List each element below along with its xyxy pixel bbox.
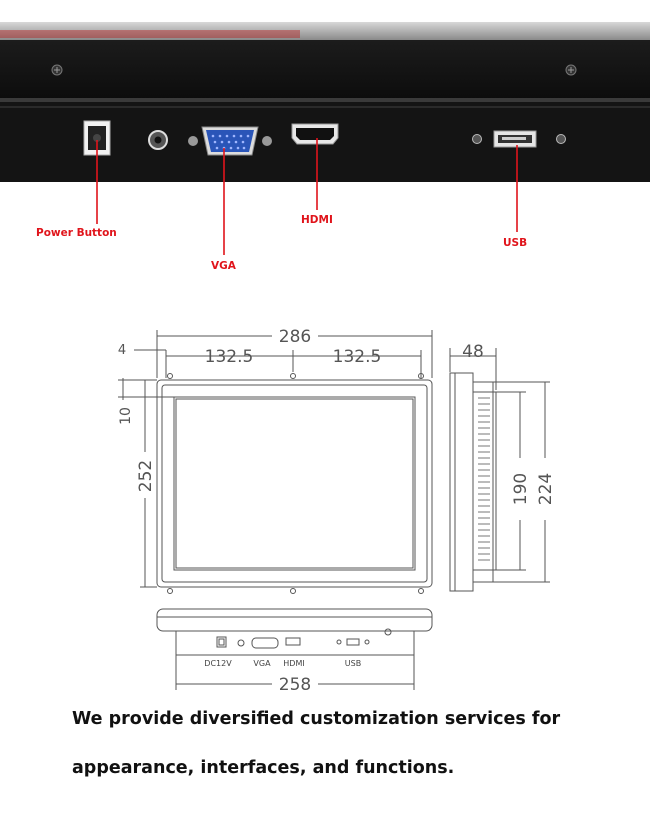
port-label-usb: USB bbox=[344, 659, 362, 668]
screw-icon bbox=[557, 135, 566, 144]
vga-label: VGA bbox=[211, 260, 236, 272]
technical-drawing bbox=[118, 330, 550, 690]
dim-top-margin: 10 bbox=[118, 407, 134, 425]
port-label-vga: VGA bbox=[253, 659, 271, 668]
dim-depth: 48 bbox=[462, 342, 484, 362]
dim-bottom-width: 258 bbox=[278, 675, 312, 695]
dim-inner-height: 190 bbox=[511, 472, 531, 506]
power-button-label: Power Button bbox=[36, 227, 117, 239]
dim-side-height: 224 bbox=[536, 472, 556, 506]
screw-icon bbox=[52, 65, 62, 75]
screw-icon bbox=[566, 65, 576, 75]
hdmi-label: HDMI bbox=[301, 214, 333, 226]
hdmi-port bbox=[292, 124, 338, 144]
dim-edge-offset: 4 bbox=[117, 343, 127, 358]
dim-total-height: 252 bbox=[136, 459, 156, 493]
usb-port bbox=[494, 131, 536, 147]
caption-line-2: appearance, interfaces, and functions. bbox=[72, 758, 455, 778]
caption-line-1: We provide diversified customization services for bbox=[72, 709, 561, 729]
dim-half-width-left: 132.5 bbox=[204, 347, 254, 367]
dim-total-width: 286 bbox=[278, 327, 312, 347]
usb-label: USB bbox=[503, 237, 528, 249]
side-vent-pattern bbox=[478, 398, 490, 560]
dim-half-width-right: 132.5 bbox=[332, 347, 382, 367]
audio-jack-port bbox=[149, 131, 167, 149]
port-label-hdmi: HDMI bbox=[283, 659, 305, 668]
port-label-dc: DC12V bbox=[204, 659, 232, 668]
screw-icon bbox=[473, 135, 482, 144]
